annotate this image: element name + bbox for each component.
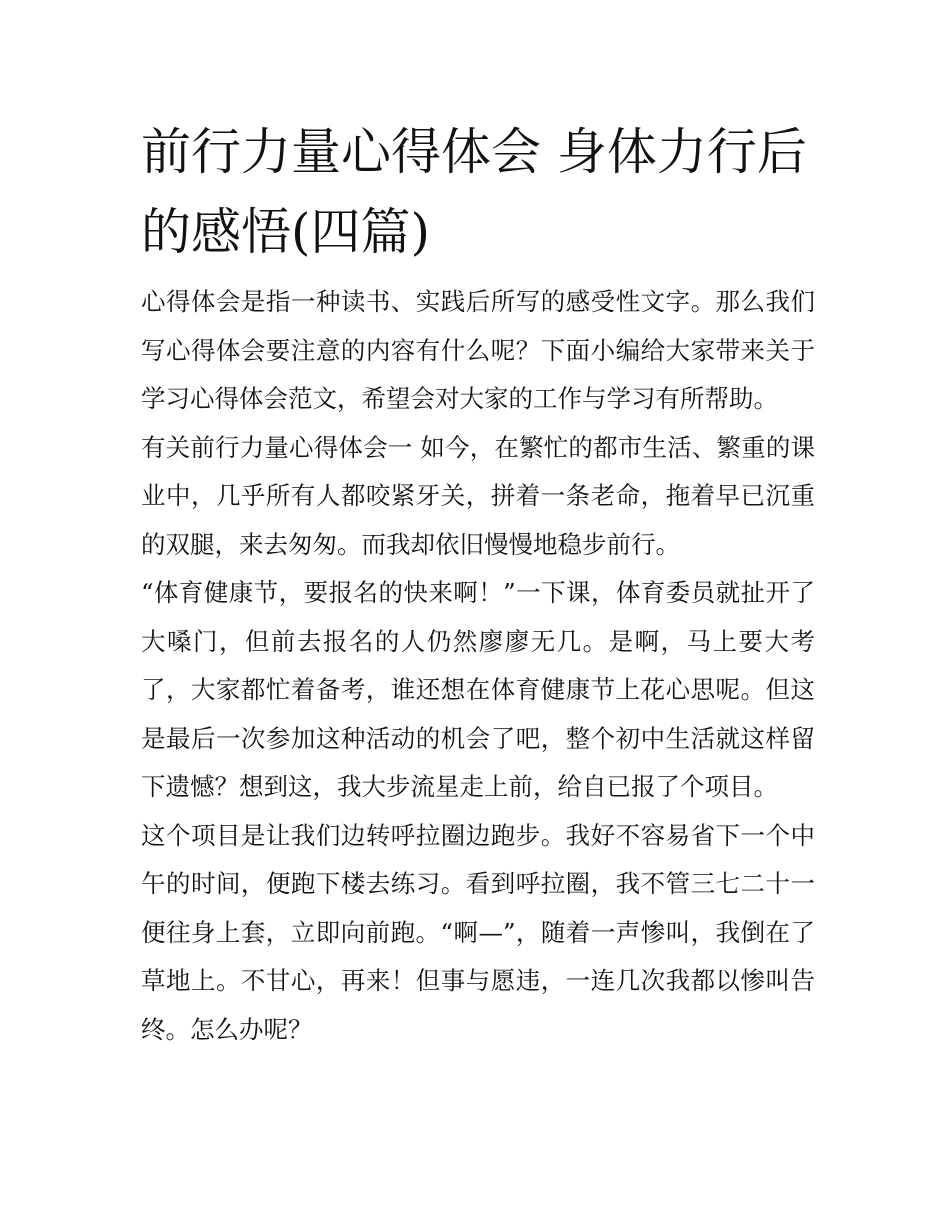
document-body [141, 278, 815, 1054]
paragraph-2: “体育健康节，要报名的快来啊！”一下课，体育委员就扯开了大嗓门，但前去报名的人仍然廖廖无几。是啊，马上要大考了，大家都忙着备考，谁还想在体育健康节上花心思呢。但这是最后一次参加这种活动的机会了吧，整个初中生活就这样留下遗憾？想到这，我大步流星走上前，给自已报了个项目。 [141, 578, 815, 801]
document-page [141, 112, 815, 1054]
paragraph-1: 有关前行力量心得体会一 如今，在繁忙的都市生活、繁重的课业中，几乎所有人都咬紧牙关，拼着一条老命，拖着早已沉重的双腿，来去匆匆。而我却依旧慢慢地稳步前行。 [141, 432, 815, 559]
paragraph-intro: 心得体会是指一种读书、实践后所写的感受性文字。那么我们写心得体会要注意的内容有什么呢？下面小编给大家带来关于学习心得体会范文，希望会对大家的工作与学习有所帮助。 [141, 287, 815, 413]
paragraph-3: 这个项目是让我们边转呼拉圈边跑步。我好不容易省下一个中午的时间，便跑下楼去练习。看到呼拉圈，我不管三七二十一便往身上套，立即向前跑。“啊—”，随着一声惨叫，我倒在了草地上。不甘心，再来！但事与愿违，一连几次我都以惨叫告终。怎么办呢？ [141, 820, 815, 1044]
document-title: 前行力量心得体会 身体力行后的感悟(四篇) [141, 123, 807, 261]
